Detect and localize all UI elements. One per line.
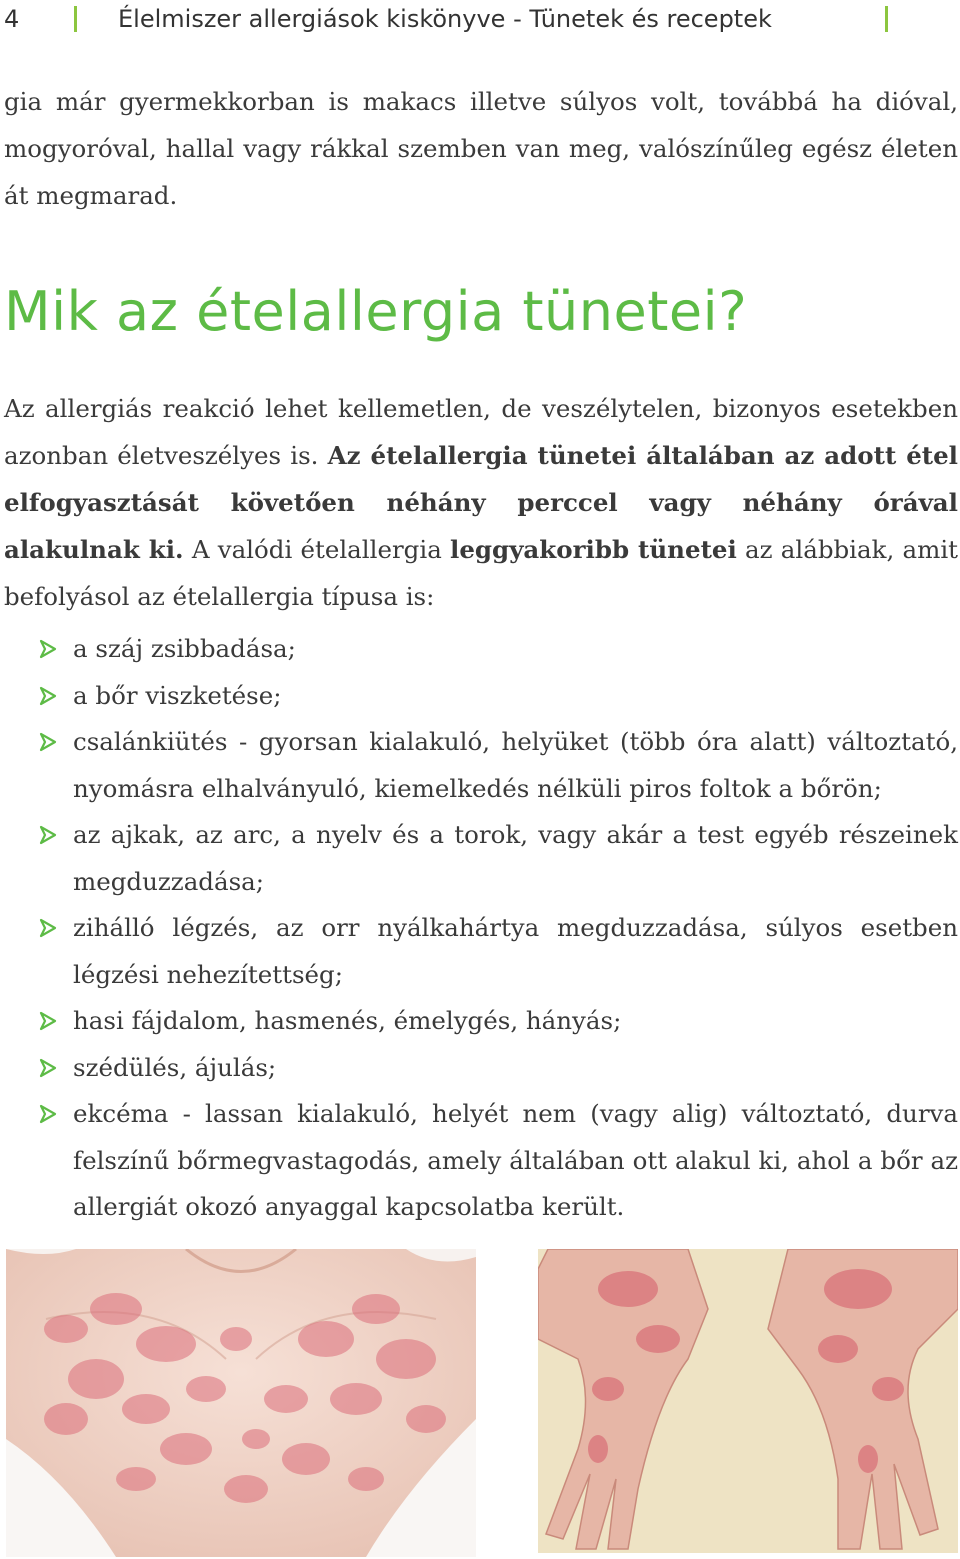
list-item (4, 905, 958, 998)
list-item (4, 1091, 958, 1231)
hands-rash-illustration (538, 1249, 958, 1553)
list-item (4, 673, 958, 720)
symptom-text: hasi fájdalom, hasmenés, émelygés, hányás; (73, 1006, 622, 1035)
photo-row (0, 1249, 960, 1559)
symptom-text: szédülés, ájulás; (73, 1052, 277, 1082)
symptom-text: zihálló légzés, az orr nyálkahártya megduzzadása, súlyos esetben légzési nehezítettség; (73, 913, 958, 989)
header-divider-right (885, 6, 888, 32)
symptom-list (4, 626, 958, 1231)
chest-rash-photo (6, 1249, 476, 1557)
arrow-right-icon (38, 1104, 58, 1124)
page-content (4, 78, 958, 1231)
paragraph-bold-2: leggyakoribb tünetei (450, 535, 737, 564)
symptom-text: a száj zsibbadása; (73, 634, 296, 663)
arrow-right-icon (38, 918, 58, 938)
arrow-right-icon (38, 1058, 58, 1078)
symptom-text: az ajkak, az arc, a nyelv és a torok, vagy akár a test egyéb részeinek megduzzadása; (73, 820, 958, 896)
paragraph-text-2: A valódi ételallergia (183, 535, 451, 564)
paragraph-text-3: az alábbiak, amit befolyásol az ételallergia típusa is: (4, 535, 959, 611)
running-title: Élelmiszer allergiások kiskönyve - Tünetek és receptek (118, 5, 772, 33)
hands-rash-photo (538, 1249, 958, 1553)
symptoms-intro-paragraph (4, 385, 958, 620)
paragraph-text-1: Az allergiás reakció lehet kellemetlen, de veszélytelen, bizonyos esetekben azonban életveszélyes is. (4, 394, 958, 470)
symptom-text: ekcéma - lassan kialakuló, helyét nem (vagy alig) változtató, durva felszínű bőrmegvastagodás, amely általában ott alakul ki, ahol a bőr az allergiát okozó anyaggal kapcsolatba került. (73, 1099, 958, 1221)
arrow-right-icon (38, 686, 58, 706)
chest-rash-illustration (6, 1249, 476, 1557)
arrow-right-icon (38, 732, 58, 752)
page-number: 4 (4, 5, 20, 33)
arrow-right-icon (38, 1011, 58, 1031)
list-item (4, 812, 958, 905)
page-header (0, 0, 960, 42)
header-divider-left (74, 6, 77, 32)
arrow-right-icon (38, 639, 58, 659)
arrow-right-icon (38, 825, 58, 845)
symptom-text: csalánkiütés - gyorsan kialakuló, helyüket (több óra alatt) változtató, nyomásra elhalványuló, kiemelkedés nélküli piros foltok a bőrön; (73, 727, 958, 803)
intro-paragraph: gia már gyermekkorban is makacs illetve súlyos volt, továbbá ha dióval, mogyoróval, hallal vagy rákkal szemben van meg, valószínűleg egész életen át megmarad. (4, 87, 958, 210)
list-item (4, 1045, 958, 1092)
symptom-text: a bőr viszketése; (73, 680, 282, 710)
section-heading: Mik az ételallergia tünetei? (4, 280, 748, 343)
list-item (4, 998, 958, 1045)
list-item (4, 626, 958, 673)
list-item (4, 719, 958, 812)
paragraph-bold-1: Az ételallergia tünetei általában az adott étel elfogyasztását követően néhány perccel vagy néhány órával alakulnak ki. (4, 441, 958, 564)
